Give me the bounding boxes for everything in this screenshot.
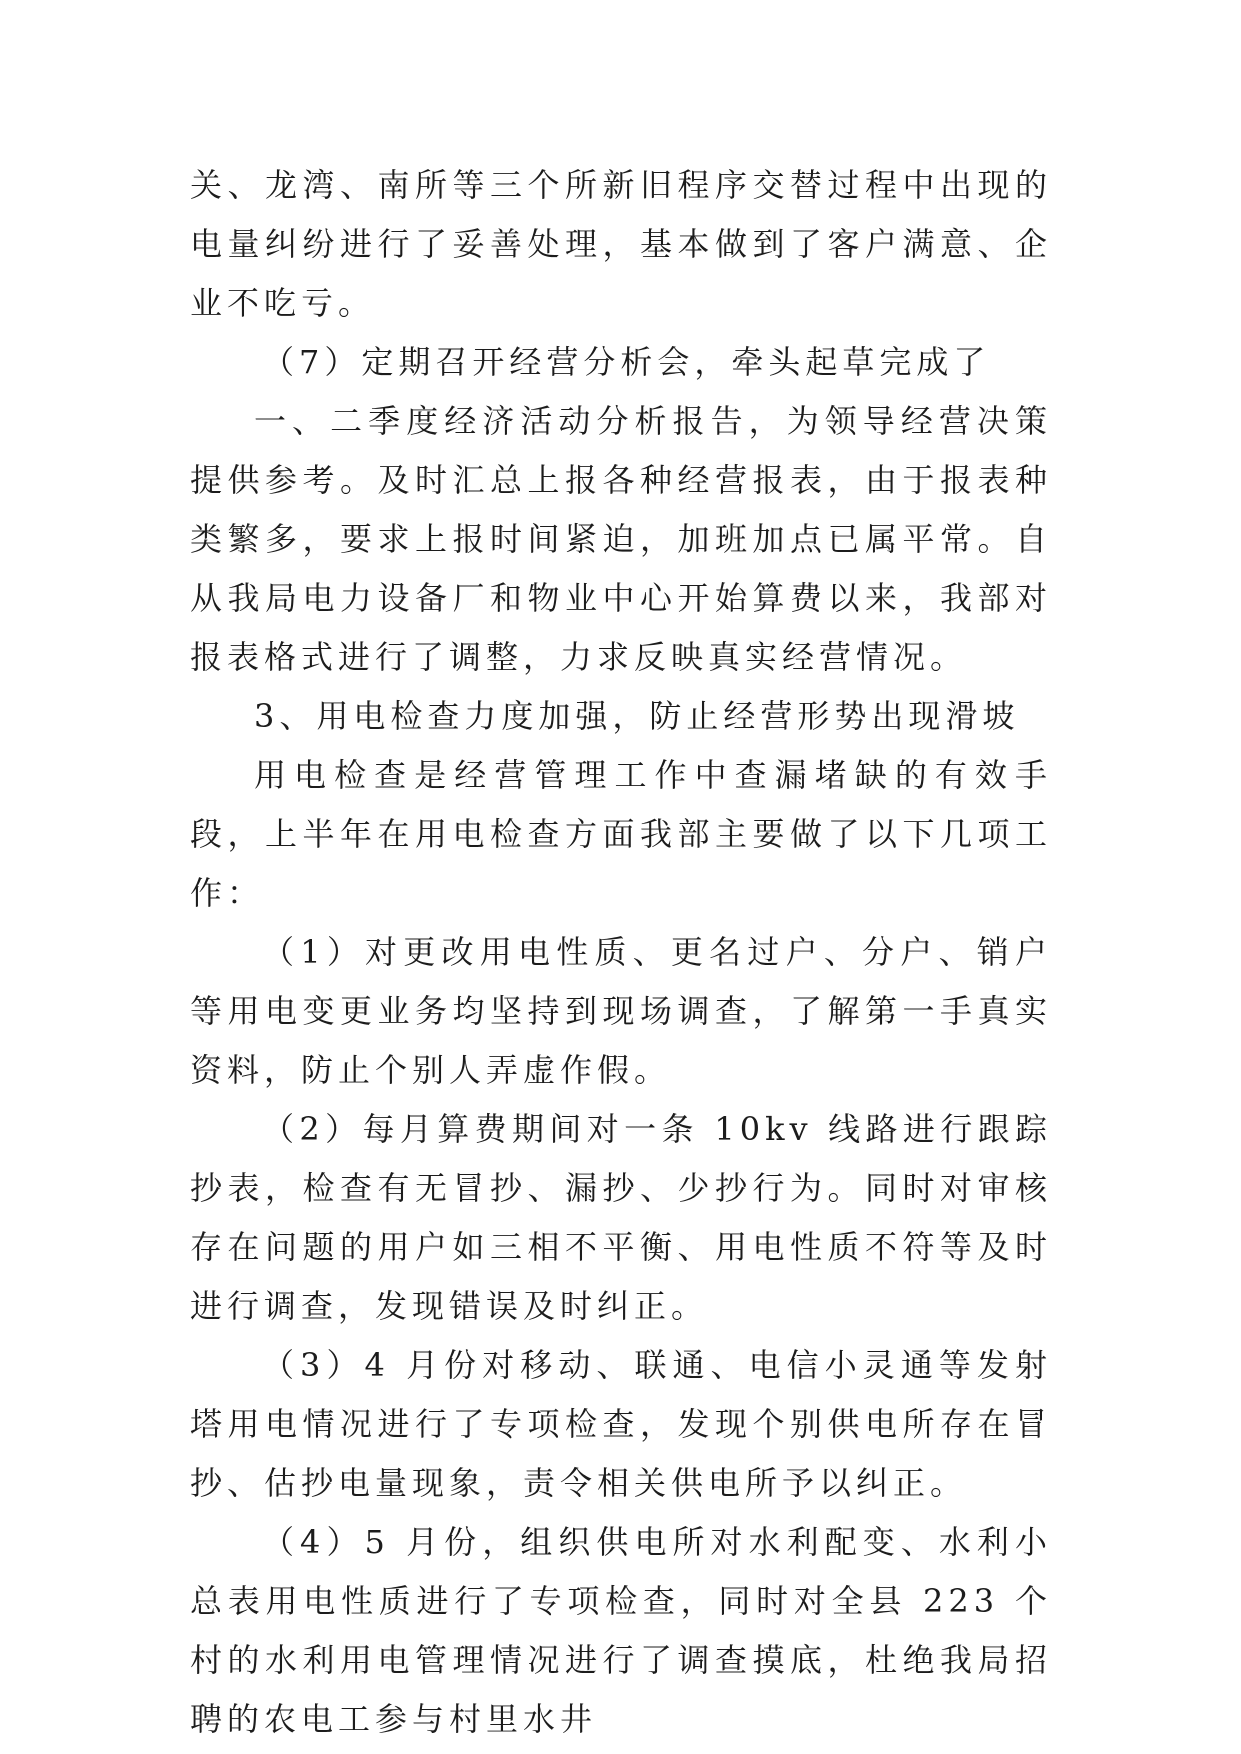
document-body [190, 156, 1052, 1749]
paragraph-item-2: （2）每月算费期间对一条 10kv 线路进行跟踪抄表，检查有无冒抄、漏抄、少抄行为。同时对审核存在问题的用户如三相不平衡、用电性质不符等及时进行调查，发现错误及时纠正。 [190, 1110, 1052, 1325]
paragraph-item-1: （1）对更改用电性质、更名过户、分户、销户等用电变更业务均坚持到现场调查，了解第一手真实资料，防止个别人弄虚作假。 [190, 933, 1052, 1089]
paragraph-analysis-report: 一、二季度经济活动分析报告，为领导经营决策提供参考。及时汇总上报各种经营报表，由于报表种类繁多，要求上报时间紧迫，加班加点已属平常。自从我局电力设备厂和物业中心开始算费以来，我部对报表格式进行了调整，力求反映真实经营情况。 [190, 402, 1052, 676]
paragraph-item-3: （3）4 月份对移动、联通、电信小灵通等发射塔用电情况进行了专项检查，发现个别供电所存在冒抄、估抄电量现象，责令相关供电所予以纠正。 [190, 1346, 1052, 1502]
paragraph-continuation: 关、龙湾、南所等三个所新旧程序交替过程中出现的电量纠纷进行了妥善处理，基本做到了客户满意、企业不吃亏。 [190, 166, 1052, 322]
paragraph-inspection-intro: 用电检查是经营管理工作中查漏堵缺的有效手段，上半年在用电检查方面我部主要做了以下几项工作： [190, 756, 1052, 912]
paragraph-item-7: （7）定期召开经营分析会，牵头起草完成了 [262, 343, 991, 381]
paragraph-item-4: （4）5 月份，组织供电所对水利配变、水利小总表用电性质进行了专项检查，同时对全县 223 个村的水利用电管理情况进行了调查摸底，杜绝我局招聘的农电工参与村里水井 [190, 1523, 1052, 1738]
section-heading-3: 3、用电检查力度加强，防止经营形势出现滑坡 [254, 697, 1020, 735]
